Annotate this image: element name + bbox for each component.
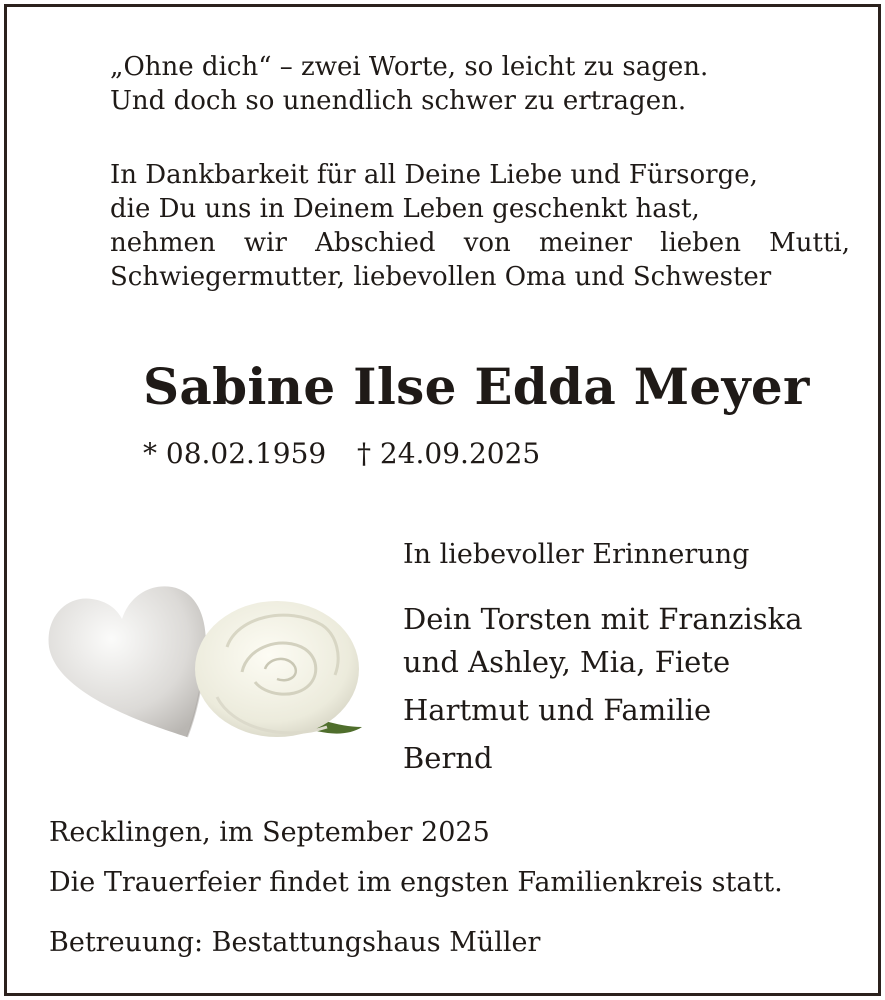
tribute-line-4: Schwiegermutter, liebevollen Oma und Schwester: [110, 262, 772, 292]
family-line-2: und Ashley, Mia, Fiete: [403, 645, 731, 679]
heart-and-rose-illustration: [37, 577, 377, 752]
deceased-name: Sabine Ilse Edda Meyer: [143, 357, 810, 416]
tribute-line-2: die Du uns in Deinem Leben geschenkt hast,: [110, 194, 700, 224]
place-and-date: Recklingen, im September 2025: [49, 817, 490, 848]
death-date: † 24.09.2025: [357, 437, 541, 470]
family-line-4: Bernd: [403, 741, 493, 775]
ceremony-note: Die Trauerfeier findet im engsten Familienkreis statt.: [49, 867, 783, 898]
family-line-3: Hartmut und Familie: [403, 693, 712, 727]
memory-heading: In liebevoller Erinnerung: [403, 539, 750, 570]
rose-icon: [195, 601, 362, 737]
family-line-1: Dein Torsten mit Franziska: [403, 602, 803, 636]
obituary-notice: [4, 4, 881, 996]
heart-icon: [49, 586, 206, 737]
undertaker-credit: Betreuung: Bestattungshaus Müller: [49, 927, 541, 958]
tribute-line-1: In Dankbarkeit für all Deine Liebe und Fürsorge,: [110, 160, 758, 190]
poem-line-1: „Ohne dich“ – zwei Worte, so leicht zu sagen.: [110, 52, 709, 82]
birth-date: * 08.02.1959: [143, 437, 327, 470]
tribute-line-3: nehmen wir Abschied von meiner lieben Mutti,: [110, 228, 850, 258]
poem-line-2: Und doch so unendlich schwer zu ertragen.: [110, 86, 687, 116]
